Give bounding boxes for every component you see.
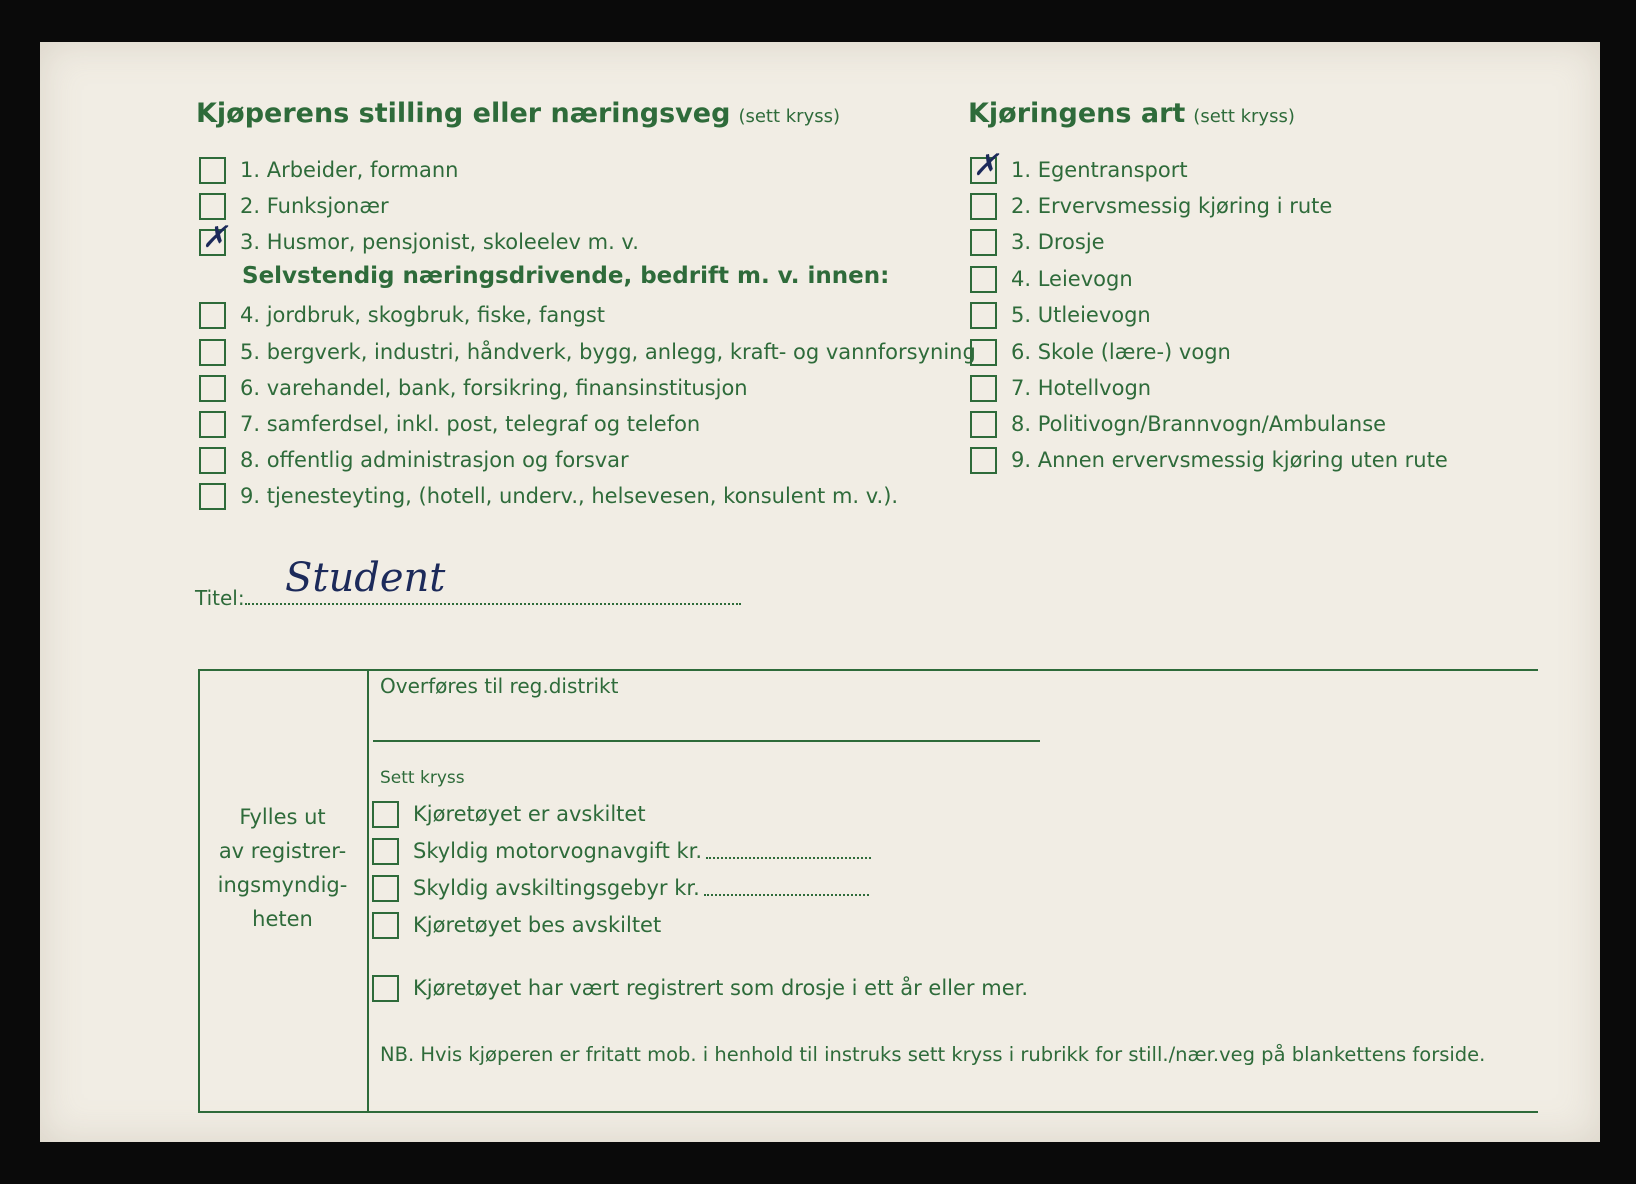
checkbox[interactable] xyxy=(199,411,226,438)
title-field[interactable] xyxy=(195,585,741,610)
checkbox[interactable] xyxy=(372,801,399,828)
driving-option-7[interactable] xyxy=(970,373,1151,403)
checkbox[interactable] xyxy=(199,193,226,220)
driving-option-4[interactable] xyxy=(970,264,1133,294)
occupation-option-9[interactable] xyxy=(199,481,898,511)
checkbox[interactable] xyxy=(970,375,997,402)
nb-note: NB. Hvis kjøperen er fritatt mob. i henhold til instruks sett kryss i rubrikk for still./nær.veg på blankettens forside. xyxy=(380,1043,1486,1066)
checkbox-checked[interactable] xyxy=(199,219,228,256)
driving-option-8[interactable] xyxy=(970,409,1386,439)
option-label: 2. Funksjonær xyxy=(240,194,389,218)
side-line-3: ingsmyndig- xyxy=(217,873,348,897)
option-label: 9. tjenesteyting, (hotell, underv., helsevesen, konsulent m. v.). xyxy=(240,484,899,508)
official-check-4[interactable] xyxy=(372,910,661,940)
box-divider-rule xyxy=(367,669,369,1113)
occupation-option-4[interactable] xyxy=(199,300,605,330)
title-handwritten-value: Student xyxy=(285,555,446,601)
option-label: 8. Politivogn/Brannvogn/Ambulanse xyxy=(1011,412,1387,436)
checkbox[interactable] xyxy=(199,339,226,366)
option-label: 9. Annen ervervsmessig kjøring uten rute xyxy=(1011,448,1448,472)
official-check-2[interactable] xyxy=(372,836,871,866)
option-label: 3. Drosje xyxy=(1011,230,1105,254)
checkbox[interactable] xyxy=(970,302,997,329)
checkbox[interactable] xyxy=(199,375,226,402)
option-label: 8. offentlig administrasjon og forsvar xyxy=(240,448,629,472)
option-label: 7. Hotellvogn xyxy=(1011,376,1152,400)
box-top-rule xyxy=(198,669,1538,671)
occupation-option-5[interactable] xyxy=(199,337,976,367)
checkbox[interactable] xyxy=(970,229,997,256)
driving-type-title: Kjøringens art xyxy=(968,98,1186,129)
buyer-occupation-heading xyxy=(196,98,840,129)
driving-option-2[interactable] xyxy=(970,191,1332,221)
buyer-occupation-note: (sett kryss) xyxy=(738,106,841,127)
check-label: Kjøretøyet har vært registrert som drosje i ett år eller mer. xyxy=(413,976,1028,1000)
official-check-1[interactable] xyxy=(372,799,646,829)
occupation-option-3[interactable] xyxy=(199,219,639,257)
option-label: 5. bergverk, industri, håndverk, bygg, anlegg, kraft- og vannforsyning xyxy=(240,340,976,364)
check-mark-icon: ✗ xyxy=(202,219,228,255)
option-label: 6. varehandel, bank, forsikring, finansinstitusjon xyxy=(240,376,748,400)
checkbox[interactable] xyxy=(372,912,399,939)
checkbox[interactable] xyxy=(970,447,997,474)
option-label: 2. Ervervsmessig kjøring i rute xyxy=(1011,194,1333,218)
title-label: Titel: xyxy=(195,586,245,610)
checkbox[interactable] xyxy=(970,411,997,438)
checkbox[interactable] xyxy=(199,302,226,329)
option-label: 4. Leievogn xyxy=(1011,267,1133,291)
option-label: 4. jordbruk, skogbruk, fiske, fangst xyxy=(240,303,606,327)
official-check-3[interactable] xyxy=(372,873,869,903)
amount-dotted-line xyxy=(706,843,871,859)
checkbox[interactable] xyxy=(199,447,226,474)
checkbox[interactable] xyxy=(970,193,997,220)
driving-option-3[interactable] xyxy=(970,227,1105,257)
amount-dotted-line xyxy=(704,880,869,896)
drosje-check[interactable] xyxy=(372,973,1028,1003)
occupation-option-2[interactable] xyxy=(199,191,389,221)
occupation-option-7[interactable] xyxy=(199,409,700,439)
option-label: 5. Utleievogn xyxy=(1011,303,1151,327)
option-label: 1. Arbeider, formann xyxy=(240,158,459,182)
driving-type-note: (sett kryss) xyxy=(1193,106,1295,127)
occupation-option-1[interactable] xyxy=(199,155,458,185)
option-label: 3. Husmor, pensjonist, skoleelev m. v. xyxy=(240,230,639,254)
transfer-district-label: Overføres til reg.distrikt xyxy=(380,674,619,698)
option-label: 6. Skole (lære-) vogn xyxy=(1011,340,1231,364)
check-label: Kjøretøyet er avskiltet xyxy=(413,802,646,826)
sett-kryss-label: Sett kryss xyxy=(380,768,465,788)
checkbox[interactable] xyxy=(970,266,997,293)
driving-option-1[interactable] xyxy=(970,147,1188,185)
driving-type-heading xyxy=(968,98,1295,129)
driving-option-6[interactable] xyxy=(970,337,1231,367)
option-label: 1. Egentransport xyxy=(1011,158,1188,182)
buyer-occupation-title: Kjøperens stilling eller næringsveg xyxy=(196,98,731,129)
checkbox[interactable] xyxy=(199,157,226,184)
box-bottom-rule xyxy=(198,1111,1538,1113)
driving-option-9[interactable] xyxy=(970,445,1448,475)
check-label: Kjøretøyet bes avskiltet xyxy=(413,913,662,937)
checkbox[interactable] xyxy=(970,339,997,366)
side-line-1: Fylles ut xyxy=(239,805,326,829)
checkbox-checked[interactable] xyxy=(970,147,999,184)
checkbox[interactable] xyxy=(372,975,399,1002)
authority-side-label xyxy=(200,800,365,936)
check-label: Skyldig avskiltingsgebyr kr. xyxy=(413,876,700,900)
side-line-4: heten xyxy=(252,907,313,931)
checkbox[interactable] xyxy=(199,483,226,510)
checkbox[interactable] xyxy=(372,875,399,902)
check-label: Skyldig motorvognavgift kr. xyxy=(413,839,703,863)
occupation-option-8[interactable] xyxy=(199,445,629,475)
self-employed-subheading: Selvstendig næringsdrivende, bedrift m. v. innen: xyxy=(242,263,890,289)
option-label: 7. samferdsel, inkl. post, telegraf og telefon xyxy=(240,412,701,436)
driving-option-5[interactable] xyxy=(970,300,1151,330)
transfer-district-line[interactable] xyxy=(373,740,1040,742)
occupation-option-6[interactable] xyxy=(199,373,748,403)
side-line-2: av registrer- xyxy=(218,839,347,863)
check-mark-icon: ✗ xyxy=(973,147,999,183)
checkbox[interactable] xyxy=(372,838,399,865)
